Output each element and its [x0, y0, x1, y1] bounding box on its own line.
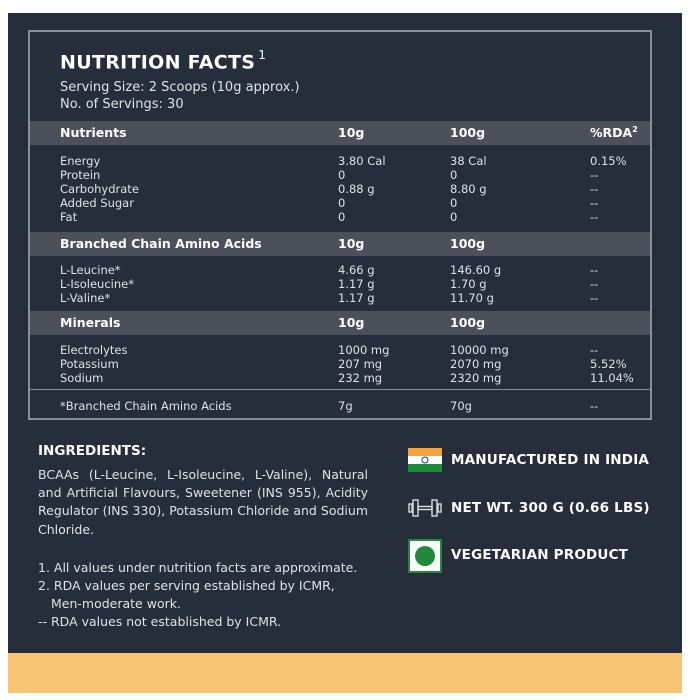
table-row: Potassium 207 mg 2070 mg 5.52% [60, 357, 627, 371]
nutrients-header-row: Nutrients 10g 100g %RDA$^2$ [30, 121, 650, 145]
servings-count: No. of Servings: 30 [60, 97, 184, 112]
serving-size: Serving Size: 2 Scoops (10g approx.) [60, 80, 300, 95]
table-row: Added Sugar 0 0 -- [60, 196, 599, 210]
bcaa-header-row: Branched Chain Amino Acids 10g 100g [30, 232, 650, 256]
ingredients-title: INGREDIENTS: [38, 443, 147, 459]
dumbbell-icon [408, 496, 442, 520]
table-row: Fat 0 0 -- [60, 210, 599, 224]
table-row: Sodium 232 mg 2320 mg 11.04% [60, 371, 634, 385]
net-weight-label: NET WT. 300 G (0.66 LBS) [451, 500, 650, 516]
table-row: Energy 3.80 Cal 38 Cal 0.15% [60, 154, 627, 168]
rda-header: %RDA$^2$ [590, 125, 638, 141]
footnote: 1. All values under nutrition facts are approximate. [38, 560, 358, 575]
table-row: Electrolytes 1000 mg 10000 mg -- [60, 343, 599, 357]
footnote: 2. RDA values per serving established by ICMR, [38, 578, 335, 593]
footnote: Men-moderate work. [51, 596, 181, 611]
table-row: L-Valine* 1.17 g 11.70 g -- [60, 291, 599, 305]
divider [30, 389, 650, 390]
bottom-accent-strip [8, 653, 682, 693]
minerals-header-row: Minerals 10g 100g [30, 311, 650, 335]
table-row: L-Isoleucine* 1.17 g 1.70 g -- [60, 277, 599, 291]
bcaa-footnote-row: *Branched Chain Amino Acids 7g 70g -- [60, 399, 599, 413]
vegetarian-mark-icon [408, 539, 442, 573]
nutrition-title: NUTRITION FACTS $^1$ [60, 48, 267, 74]
india-flag-icon [408, 448, 442, 472]
table-row: Protein 0 0 -- [60, 168, 599, 182]
table-row: Carbohydrate 0.88 g 8.80 g -- [60, 182, 599, 196]
nutrition-facts-box [28, 30, 652, 420]
ingredients-text: BCAAs (L-Leucine, L-Isoleucine, L-Valine), Natural and Artificial Flavours, Sweetener (INS 955), Acidity Regulator (INS 330), Potassium Chloride and Sodium Chloride. [38, 467, 368, 537]
manufactured-label: MANUFACTURED IN INDIA [451, 452, 650, 468]
vegetarian-label: VEGETARIAN PRODUCT [451, 547, 629, 563]
footnote: -- RDA values not established by ICMR. [38, 614, 282, 629]
table-row: L-Leucine* 4.66 g 146.60 g -- [60, 263, 599, 277]
